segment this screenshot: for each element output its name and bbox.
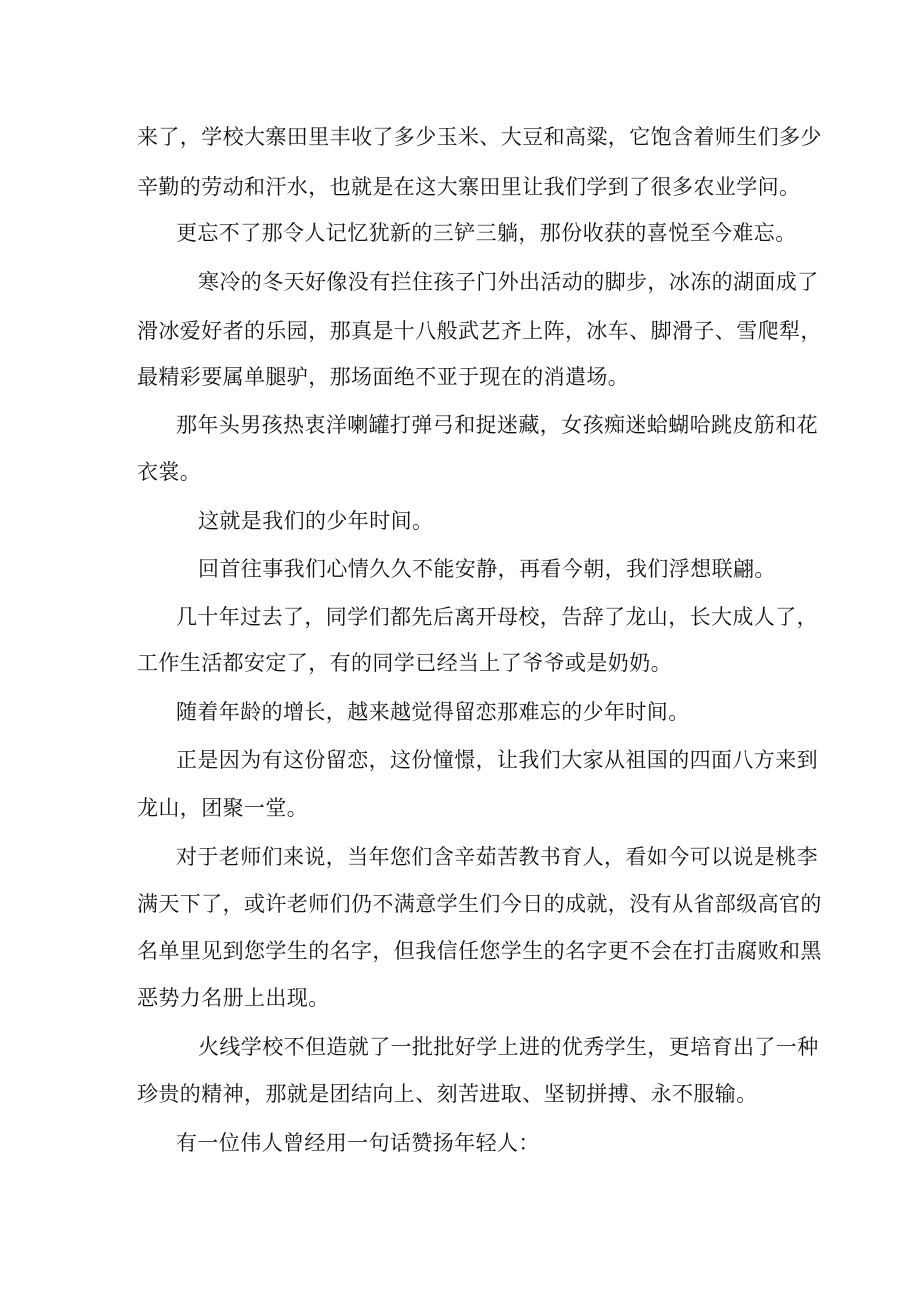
text-line: 正是因为有这份留恋，这份憧憬，让我们大家从祖国的四面八方来到 bbox=[176, 748, 818, 772]
text-line: 更忘不了那令人记忆犹新的三铲三躺，那份收获的喜悦至今难忘。 bbox=[176, 221, 797, 245]
text-line: 寒冷的冬天好像没有拦住孩子门外出活动的脚步，冰冻的湖面成了 bbox=[198, 270, 819, 294]
text-line: 恶势力名册上出现。 bbox=[137, 986, 330, 1010]
text-line: 这就是我们的少年时间。 bbox=[198, 509, 434, 533]
text-line: 来了，学校大寨田里丰收了多少玉米、大豆和高粱，它饱含着师生们多少 bbox=[137, 125, 822, 149]
text-line: 滑冰爱好者的乐园，那真是十八般武艺齐上阵，冰车、脚滑子、雪爬犁， bbox=[137, 319, 822, 343]
text-line: 最精彩要属单腿驴，那场面绝不亚于现在的消遣场。 bbox=[137, 365, 630, 389]
text-line: 有一位伟人曾经用一句话赞扬年轻人： bbox=[176, 1131, 540, 1155]
text-line: 那年头男孩热衷洋喇罐打弹弓和捉迷藏，女孩痴迷蛤蝴哈跳皮筋和花 bbox=[176, 413, 818, 437]
text-line: 珍贵的精神，那就是团结向上、刻苦进取、坚韧拼搏、永不服输。 bbox=[137, 1082, 758, 1106]
text-line: 衣裳。 bbox=[137, 460, 202, 484]
text-line: 龙山，团聚一堂。 bbox=[137, 796, 309, 820]
text-line: 回首往事我们心情久久不能安静，再看今朝，我们浮想联翩。 bbox=[198, 557, 776, 581]
text-line: 工作生活都安定了，有的同学已经当上了爷爷或是奶奶。 bbox=[137, 651, 672, 675]
text-line: 辛勤的劳动和汗水，也就是在这大寨田里让我们学到了很多农业学问。 bbox=[137, 175, 801, 199]
text-line: 随着年龄的增长，越来越觉得留恋那难忘的少年时间。 bbox=[176, 700, 690, 724]
text-line: 几十年过去了，同学们都先后离开母校，告辞了龙山，长大成人了， bbox=[176, 605, 818, 629]
text-line: 名单里见到您学生的名字，但我信任您学生的名字更不会在打击腐败和黑 bbox=[137, 939, 822, 963]
text-line: 火线学校不但造就了一批批好学上进的优秀学生，更培育出了一种 bbox=[198, 1035, 819, 1059]
text-line: 满天下了，或许老师们仍不满意学生们今日的成就，没有从省部级高官的 bbox=[137, 892, 822, 916]
text-line: 对于老师们来说，当年您们含辛茹苦教书育人，看如今可以说是桃李 bbox=[176, 845, 818, 869]
